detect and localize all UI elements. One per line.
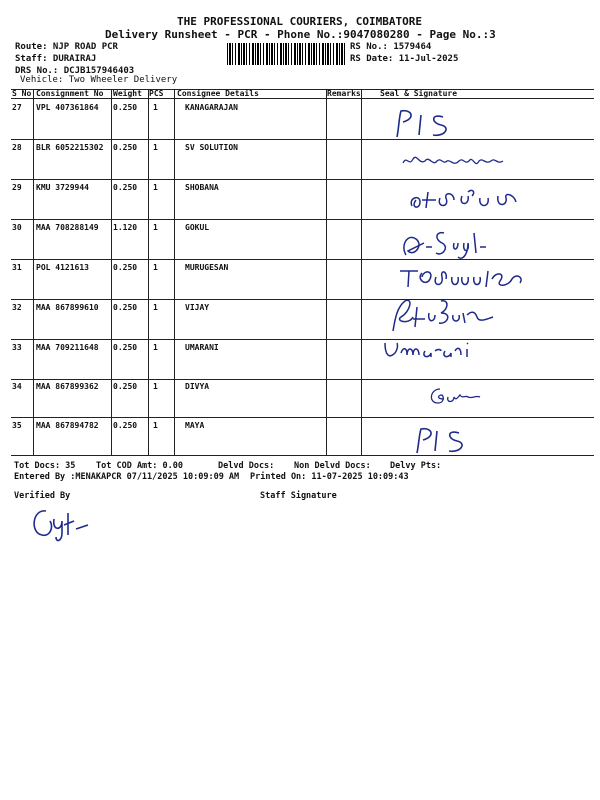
printed-on: Printed On: 11-07-2025 10:09:43 — [250, 472, 409, 482]
row-31-weight: 0.250 — [113, 263, 138, 272]
row-30-pcs: 1 — [153, 223, 158, 232]
row-35-pcs: 1 — [153, 421, 158, 430]
signature-row-29 — [406, 186, 526, 214]
row-27-consignment: VPL 407361864 — [36, 103, 99, 112]
row-28-consignment: BLR 6052215302 — [36, 143, 104, 152]
barcode — [227, 43, 345, 65]
staff-signature-label: Staff Signature — [260, 491, 337, 501]
row-34-consignee: DIVYA — [185, 382, 210, 391]
row-32-consignment: MAA 867899610 — [36, 303, 99, 312]
row-30-consignment: MAA 708288149 — [36, 223, 99, 232]
signature-row-34 — [426, 385, 486, 409]
total-cod: Tot COD Amt: 0.00 — [96, 461, 183, 471]
col-header-sno: S No — [12, 89, 32, 98]
row-33-pcs: 1 — [153, 343, 158, 352]
row-28-pcs: 1 — [153, 143, 158, 152]
row-30-weight: 1.120 — [113, 223, 138, 232]
delivery-points: Delvy Pts: — [390, 461, 442, 471]
col-header-pcs: PCS — [149, 89, 164, 98]
col-header-weight: Weight — [113, 89, 142, 98]
delivered-docs: Delvd Docs: — [218, 461, 275, 471]
row-34-consignment: MAA 867899362 — [36, 382, 99, 391]
row-27-pcs: 1 — [153, 103, 158, 112]
non-delivered-docs: Non Delvd Docs: — [294, 461, 371, 471]
col-header-remarks: Remarks — [327, 89, 361, 98]
row-33-sno: 33 — [12, 343, 22, 352]
signature-row-32 — [383, 297, 513, 333]
col-header-consignee: Consignee Details — [177, 89, 259, 98]
rs-number: RS No.: 1579464 — [350, 42, 432, 52]
verified-by-signature — [28, 505, 98, 545]
row-35-consignment: MAA 867894782 — [36, 421, 99, 430]
row-35-weight: 0.250 — [113, 421, 138, 430]
row-35-sno: 35 — [12, 421, 22, 430]
row-34-weight: 0.250 — [113, 382, 138, 391]
runsheet-subtitle: Delivery Runsheet - PCR - Phone No.:9047080280 - Page No.:3 — [105, 28, 496, 41]
company-title: THE PROFESSIONAL COURIERS, COIMBATORE — [177, 15, 423, 28]
signature-row-35 — [411, 425, 471, 455]
row-29-consignee: SHOBANA — [185, 183, 219, 192]
signature-row-27 — [391, 107, 461, 139]
row-32-pcs: 1 — [153, 303, 158, 312]
row-34-sno: 34 — [12, 382, 22, 391]
rs-date: RS Date: 11-Jul-2025 — [350, 54, 459, 64]
row-31-consignment: POL 4121613 — [36, 263, 89, 272]
runsheet-table — [11, 89, 594, 456]
route-label: Route: NJP ROAD PCR — [15, 42, 118, 52]
row-29-weight: 0.250 — [113, 183, 138, 192]
row-27-sno: 27 — [12, 103, 22, 112]
row-32-sno: 32 — [12, 303, 22, 312]
row-32-weight: 0.250 — [113, 303, 138, 312]
signature-row-33 — [381, 339, 491, 365]
signature-row-28 — [399, 149, 509, 171]
row-28-sno: 28 — [12, 143, 22, 152]
row-33-consignment: MAA 709211648 — [36, 343, 99, 352]
row-33-consignee: UMARANI — [185, 343, 219, 352]
staff-label: Staff: DURAIRAJ — [15, 54, 97, 64]
row-30-consignee: GOKUL — [185, 223, 210, 232]
row-30-sno: 30 — [12, 223, 22, 232]
row-28-consignee: SV SOLUTION — [185, 143, 238, 152]
row-29-sno: 29 — [12, 183, 22, 192]
row-31-consignee: MURUGESAN — [185, 263, 229, 272]
row-27-weight: 0.250 — [113, 103, 138, 112]
col-header-consignment: Consignment No — [36, 89, 104, 98]
row-29-pcs: 1 — [153, 183, 158, 192]
row-27-consignee: KANAGARAJAN — [185, 103, 238, 112]
vehicle-label: Vehicle: Two Wheeler Delivery — [20, 75, 178, 85]
signature-row-31 — [396, 265, 536, 291]
row-31-pcs: 1 — [153, 263, 158, 272]
row-28-weight: 0.250 — [113, 143, 138, 152]
verified-by-label: Verified By — [14, 491, 71, 501]
row-31-sno: 31 — [12, 263, 22, 272]
total-docs: Tot Docs: 35 — [14, 461, 76, 471]
entered-by: Entered By :MENAKAPCR 07/11/2025 10:09:09 AM — [14, 472, 240, 482]
col-header-signature: Seal & Signature — [380, 89, 458, 98]
row-35-consignee: MAYA — [185, 421, 205, 430]
row-32-consignee: VIJAY — [185, 303, 210, 312]
row-34-pcs: 1 — [153, 382, 158, 391]
row-33-weight: 0.250 — [113, 343, 138, 352]
row-29-consignment: KMU 3729944 — [36, 183, 89, 192]
signature-row-30 — [396, 227, 496, 261]
drs-label: DRS No.: DCJB157946403 — [15, 66, 135, 76]
